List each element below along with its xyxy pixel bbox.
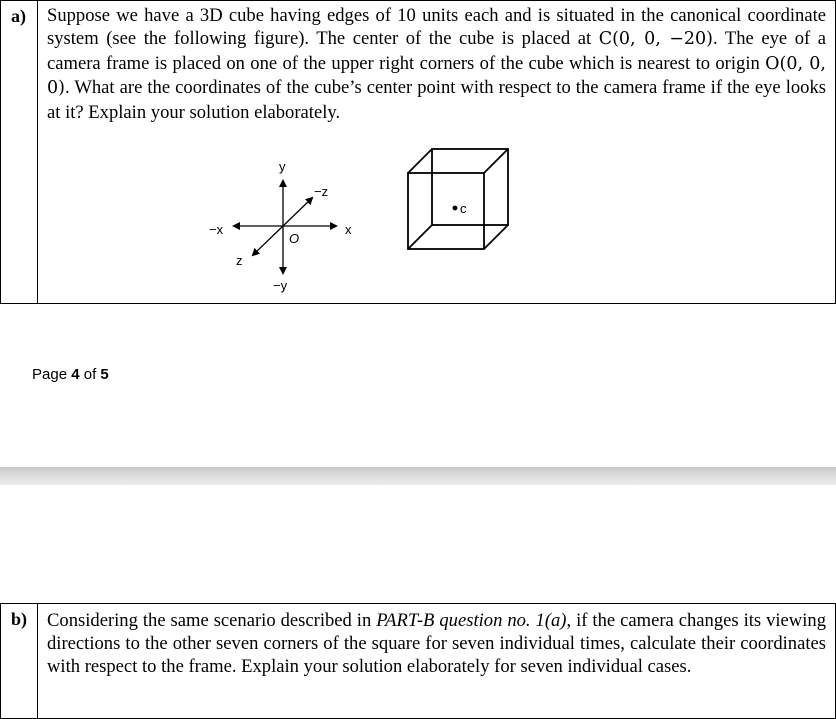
cube-edge-bottom-right [484,225,508,249]
neg-z-axis-label: −z [314,184,329,199]
question-a-box [0,0,836,304]
neg-x-axis-label: −x [209,222,224,237]
cube-edge-top-right [484,149,508,173]
cube-edge-top-left [408,149,432,173]
page-word: Page [32,366,68,383]
question-b-label: b) [11,609,28,629]
cube-center-coordinates: C(0, 0, −20) [598,29,714,50]
question-b-text [47,609,826,678]
cube-center-dot [453,206,458,211]
x-axis-label: x [345,222,352,237]
cube-group [408,149,508,249]
z-axis-label: z [236,253,243,268]
question-a-text-part1: Suppose we have a 3D cube having edges of 10 units each and is situated in the canonical coordinate system (see the following figure). The center of the cube is placed at [47,5,826,50]
origin-coordinates: O(0, 0, 0) [47,53,826,99]
question-a-label-cell [1,1,38,303]
neg-y-axis-label: −y [273,278,288,293]
question-b-label-cell [1,604,38,718]
z-axis [253,226,283,255]
page-number [32,366,109,383]
question-a-text [47,4,826,124]
y-axis-label: y [279,159,286,174]
question-a-text-part2: . The eye of a camera frame is placed on one of the upper right corners of the cube which is nearest to origin [47,28,827,74]
question-a-label: a) [11,6,26,26]
neg-z-axis [283,198,312,226]
question-b-reference: PART-B question no. 1(a) [376,610,567,631]
question-b-text-part1: Considering the same scenario described in [47,610,377,631]
cube-edge-bottom-left [408,225,432,249]
origin-label: O [289,231,300,246]
coordinate-system-figure [196,141,531,301]
cube-center-label: c [460,201,467,216]
question-a-text-part3: . What are the coordinates of the cube’s center point with respect to the camera frame if the eye looks at it? Explain your solution elaborately. [47,77,826,123]
page-break-separator [0,467,836,485]
total-pages: 5 [100,366,109,383]
question-b-box [0,603,836,719]
of-word: of [83,366,97,383]
current-page: 4 [71,366,80,383]
question-b-text-part2: , if the camera changes its viewing directions to the other seven corners of the square for seven individual times, calculate their coordinates with respect to the frame. Explain your solution elaborately for seven individual cases. [47,610,826,677]
